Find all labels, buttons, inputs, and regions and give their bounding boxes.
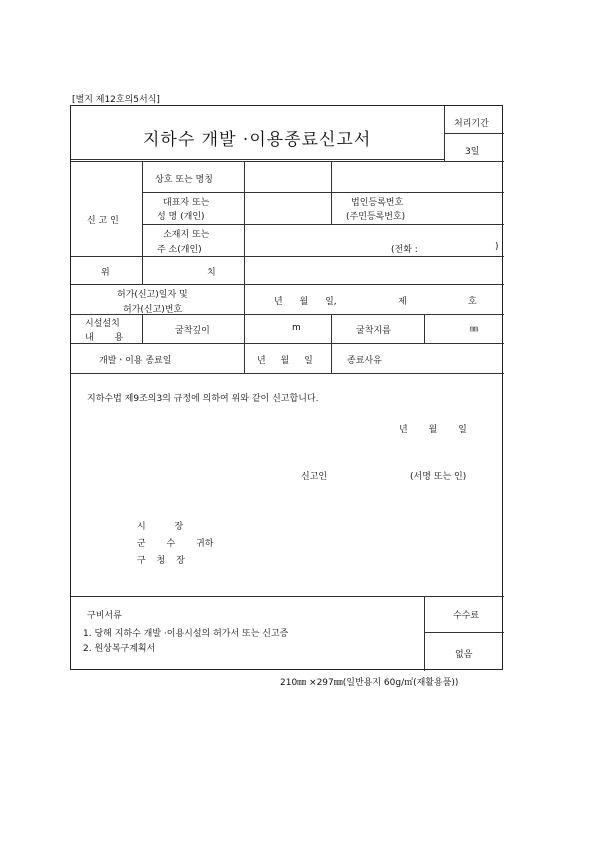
location-label-left: 위 (101, 268, 110, 278)
report-form (70, 105, 503, 670)
address-label-line1: 소재지 또는 (163, 230, 210, 240)
drilling-depth-label: 굴착깊이 (175, 326, 210, 336)
divider (424, 632, 504, 633)
divider (142, 161, 143, 284)
divider (142, 224, 504, 225)
drilling-diameter-label: 굴착지름 (356, 326, 391, 336)
drilling-diameter-unit: ㎜ (470, 324, 478, 333)
declaration-statement: 지하수법 제9조의3의 규정에 의하여 위와 같이 신고합니다. (87, 394, 319, 404)
divider (244, 161, 245, 284)
addressee-mayor: 시 장 (137, 522, 184, 532)
reporter-signature-label: 신고인 (301, 472, 328, 482)
permit-number-suffix: 호 (468, 297, 477, 307)
divider (424, 596, 425, 671)
required-document-1: 1. 당해 지하수 개발 ·이용시설의 허가서 또는 신고증 (83, 629, 289, 639)
form-title: 지하수 개발 ·이용종료신고서 (143, 130, 372, 150)
divider (331, 314, 332, 373)
permit-number-prefix: 제 (398, 297, 407, 307)
end-date-label: 개발ㆍ이용 종료일 (99, 356, 172, 366)
fee-label: 수수료 (453, 611, 480, 621)
required-documents-heading: 구비서류 (87, 611, 122, 621)
end-date-value: 년 월 일 (257, 356, 313, 366)
divider (331, 161, 332, 224)
paper-spec-footer: 210㎜ ×297㎜(일반용지 60g/㎡(재활용품)) (280, 678, 459, 688)
processing-period-value: 3일 (465, 147, 480, 157)
representative-label-line1: 대표자 또는 (163, 198, 210, 208)
facility-label-line1: 시설설치 (85, 319, 120, 329)
divider (142, 314, 143, 343)
divider (424, 314, 425, 343)
divider (444, 106, 445, 161)
divider (71, 161, 504, 162)
location-label-right: 치 (207, 268, 216, 278)
permit-label-line1: 허가(신고)일자 및 (117, 290, 188, 300)
divider (71, 343, 504, 344)
divider (444, 133, 504, 134)
divider (71, 256, 504, 257)
facility-label-line2: 내 용 (85, 333, 124, 343)
corp-number-label-line2: (주민등록번호) (346, 212, 406, 222)
addressee-district-head: 구 청 장 (137, 556, 185, 566)
divider (244, 314, 245, 373)
divider (71, 159, 444, 160)
reporter-label: 신 고 인 (87, 216, 119, 226)
divider (142, 192, 504, 193)
report-date: 년 월 일 (399, 425, 467, 435)
permit-date: 년 월 일, (274, 297, 337, 307)
fee-value: 없음 (455, 650, 473, 660)
form-reference: [별지 제12호의5서식] (72, 95, 160, 105)
corp-number-label-line1: 법인등록번호 (351, 198, 404, 208)
address-label-line2: 주 소(개인) (157, 245, 202, 255)
phone-close: ) (495, 242, 499, 252)
signature-hint: (서명 또는 인) (410, 472, 467, 482)
divider (71, 373, 504, 374)
processing-period-label: 처리기간 (454, 119, 489, 129)
drilling-depth-unit: m (292, 323, 301, 333)
end-reason-label: 종료사유 (347, 356, 382, 366)
divider (71, 596, 504, 597)
divider (244, 284, 245, 314)
required-document-2: 2. 원상복구계획서 (83, 644, 156, 654)
phone-label: (전화 : (391, 245, 418, 255)
representative-label-line2: 성 명 (개인) (157, 212, 205, 222)
addressee-county-head: 군 수 귀하 (137, 539, 214, 549)
divider (71, 284, 504, 285)
permit-label-line2: 허가(신고)번호 (123, 305, 183, 315)
trade-name-label: 상호 또는 명칭 (155, 175, 213, 185)
